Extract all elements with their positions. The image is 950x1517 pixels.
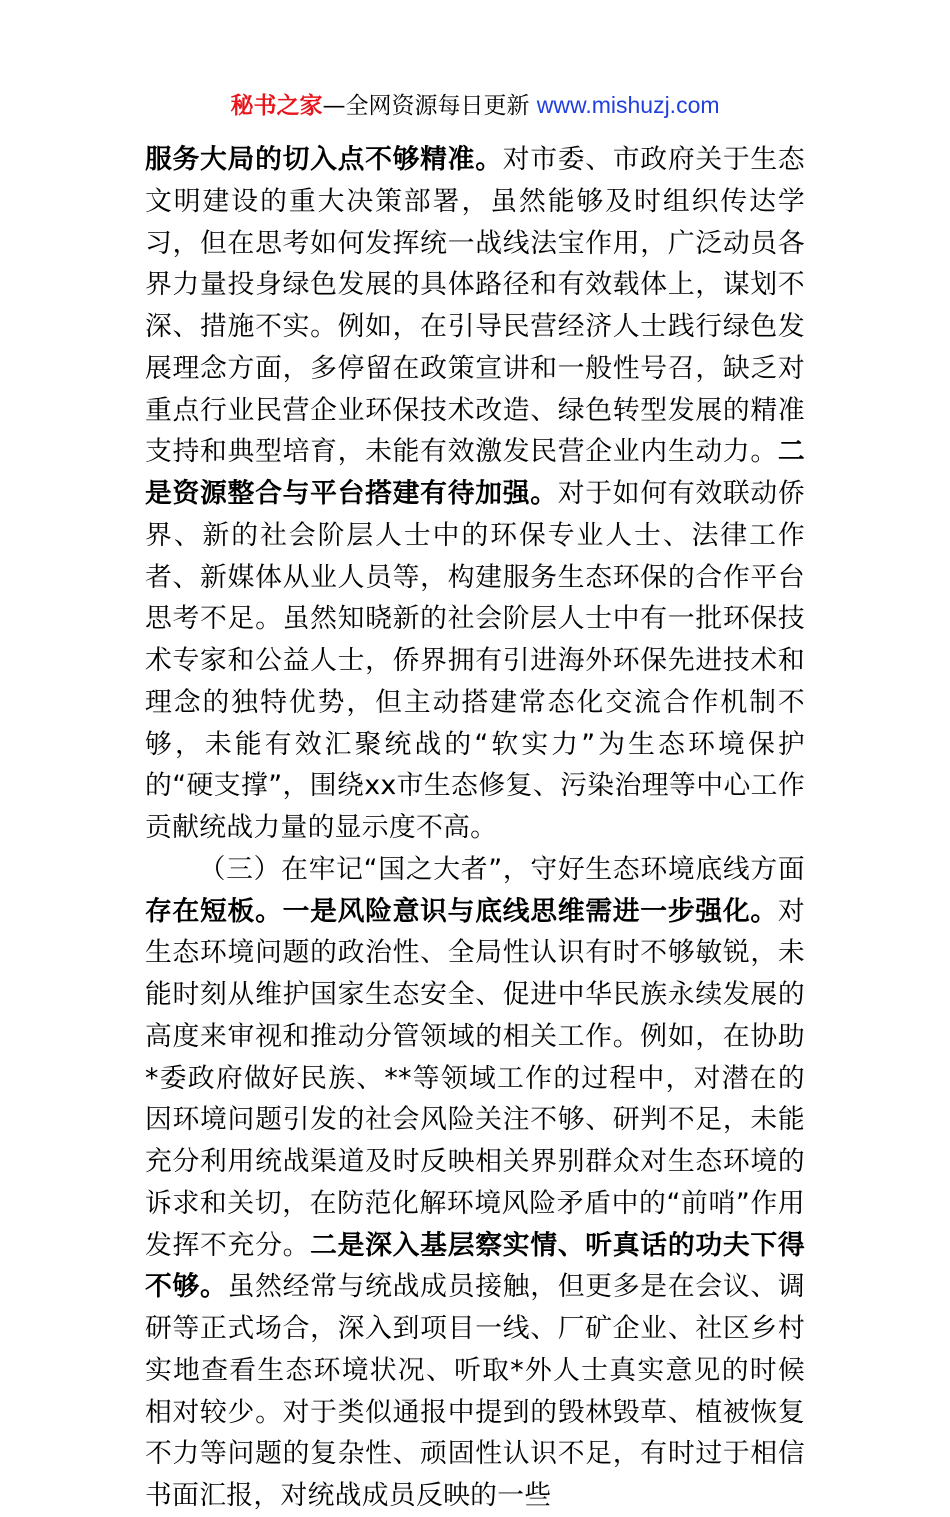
brand-name: 秘书之家	[230, 93, 323, 119]
body-text-segment: 虽然经常与统战成员接触，但更多是在会议、调研等正式场合，深入到项目一线、厂矿企业、社区乡村实地查看生态环境状况、听取*外人士真实意见的时候相对较少。对于类似通报中提到的毁林毁草、植被恢复不力等问题的复杂性、顽固性认识不足，有时过于相信书面汇报，对统战成员反映的一些	[145, 1271, 805, 1511]
site-url-link[interactable]: www.mishuzj.com	[536, 92, 720, 118]
heading-phrase: 存在短板。一是风险意识与底线思维需进一步强化。	[145, 895, 778, 927]
body-text-segment: 对生态环境问题的政治性、全局性认识有时不够敏锐，未能时刻从维护国家生态安全、促进中华民族永续发展的高度来审视和推动分管领域的相关工作。例如，在协助*委政府做好民族、**等领域工作的过程中，对潜在的因环境问题引发的社会风险关注不够、研判不足，未能充分利用统战渠道及时反映相关界别群众对生态环境的诉求和关切，在防范化解环境风险矛盾中的“前哨”作用发挥不充分。	[145, 895, 805, 1261]
header-tagline: —全网资源每日更新	[322, 93, 530, 119]
paragraph-1	[145, 139, 805, 849]
heading-phrase: 服务大局的切入点不够精准。	[145, 144, 503, 175]
site-header	[0, 88, 950, 123]
section-heading-text: （三）在牢记“国之大者”，守好生态环境底线方面	[198, 853, 805, 885]
body-text-segment: 对于如何有效联动侨界、新的社会阶层人士中的环保专业人士、法律工作者、新媒体从业人员等，构建服务生态环保的合作平台思考不足。虽然知晓新的社会阶层人士中有一批环保技术专家和公益人士，侨界拥有引进海外环保先进技术和理念的独特优势，但主动搭建常态化交流合作机制不够，未能有效汇聚统战的“软实力”为生态环境保护的“硬支撑”，围绕xx市生态修复、污染治理等中心工作贡献统战力量的显示度不高。	[145, 478, 806, 843]
heading-phrase: 二是资源整合与平台搭建有待加强。	[145, 436, 805, 509]
heading-phrase: 二是深入基层察实情、听真话的功夫下得不够。	[145, 1229, 805, 1303]
paragraph-2	[145, 849, 805, 1517]
body-text-segment: 对市委、市政府关于生态文明建设的重大决策部署，虽然能够及时组织传达学习，但在思考如何发挥统一战线法宝作用，广泛动员各界力量投身绿色发展的具体路径和有效载体上，谋划不深、措施不实。例如，在引导民营经济人士践行绿色发展理念方面，多停留在政策宣讲和一般性号召，缺乏对重点行业民营企业环保技术改造、绿色转型发展的精准支持和典型培育，未能有效激发民营企业内生动力。	[145, 144, 805, 468]
document-body	[145, 139, 805, 1517]
